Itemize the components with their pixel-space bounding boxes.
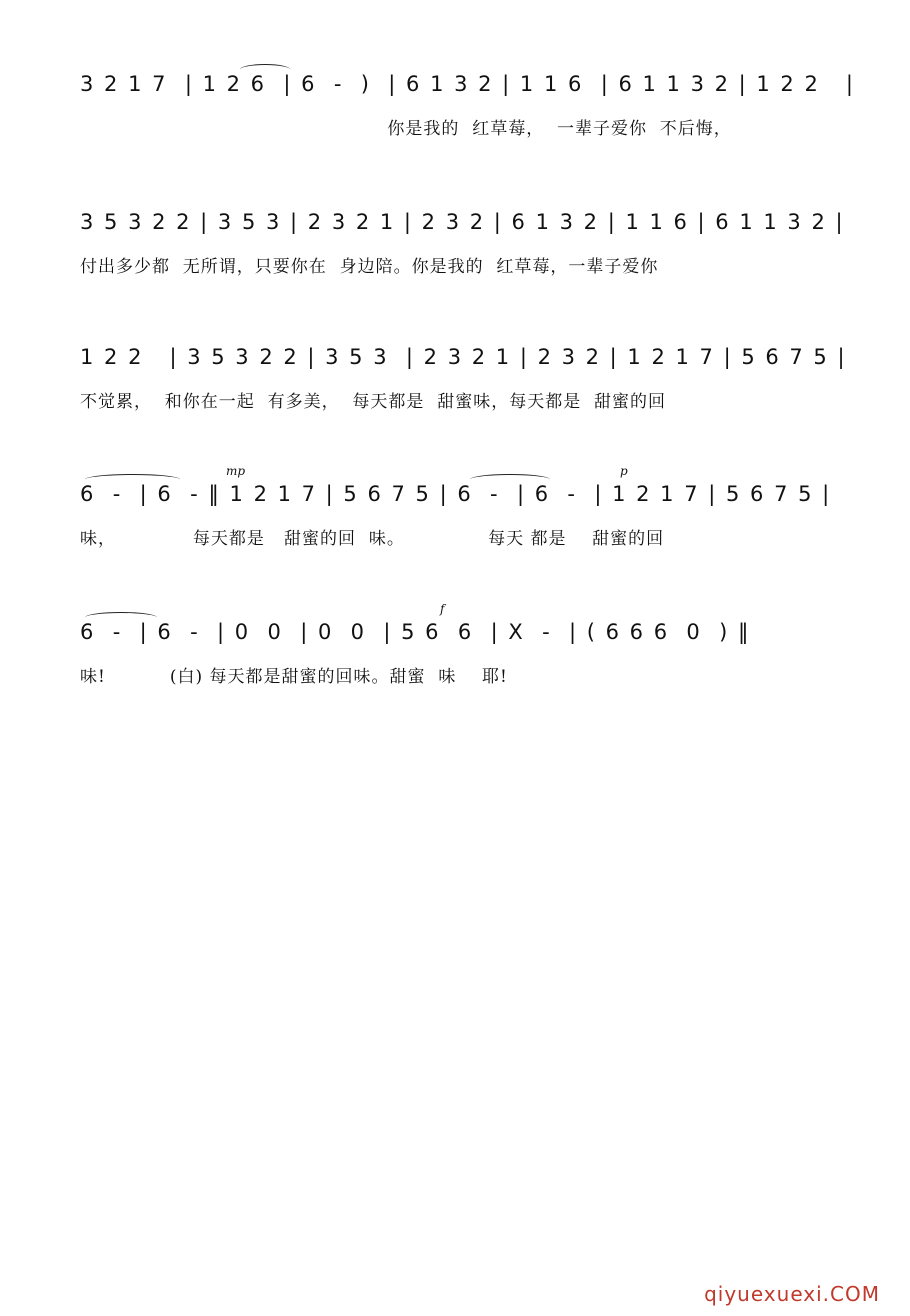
lyric-line: 味! (白) 每天都是甜蜜的回味。甜蜜 味 耶! [80,667,508,687]
notation-line: 6 - | 6 - | 0 0 | 0 0 | 5 6 6 | X - | ( 6 6 6 0 ) ‖ [80,620,751,644]
notation-line: 3 2 1 7 | 1 2 6 | 6 - ) | 6 1 3 2 | 1 1 6 | 6 1 1 3 2 | 1 2 2 | [80,72,855,96]
dynamic-mark-mp: mp [226,464,246,478]
tie-arc [240,64,290,75]
score-row-4 [0,464,910,592]
notation-line: 3 5 3 2 2 | 3 5 3 | 2 3 2 1 | 2 3 2 | 6 1 3 2 | 1 1 6 | 6 1 1 3 2 | [80,210,845,234]
tie-arc [85,612,157,623]
lyric-line: 付出多少都 无所谓，只要你在 身边陪。你是我的 红草莓，一辈子爱你 [80,257,659,277]
notation-line: 6 - | 6 - ‖ 1 2 1 7 | 5 6 7 5 | 6 - | 6 - | 1 2 1 7 | 5 6 7 5 | [80,482,832,506]
lyric-line: 味， 每天都是 甜蜜的回 味。 每天 都是 甜蜜的回 [80,529,665,549]
score-row-5 [0,602,910,730]
score-row-1 [0,72,910,182]
dynamic-mark-p: p [620,464,628,478]
site-watermark: qiyuexuexi.COM [704,1282,880,1306]
dynamic-mark-f: f [440,602,445,616]
tie-arc [85,474,180,485]
tie-arc [470,474,550,485]
score-row-2 [0,210,910,320]
score-row-3 [0,345,910,455]
notation-line: 1 2 2 | 3 5 3 2 2 | 3 5 3 | 2 3 2 1 | 2 3 2 | 1 2 1 7 | 5 6 7 5 | [80,345,847,369]
lyric-line: 不觉累， 和你在一起 有多美， 每天都是 甜蜜味，每天都是 甜蜜的回 [80,392,667,412]
lyric-line: 你是我的 红草莓， 一辈子爱你 不后悔， [80,119,732,139]
